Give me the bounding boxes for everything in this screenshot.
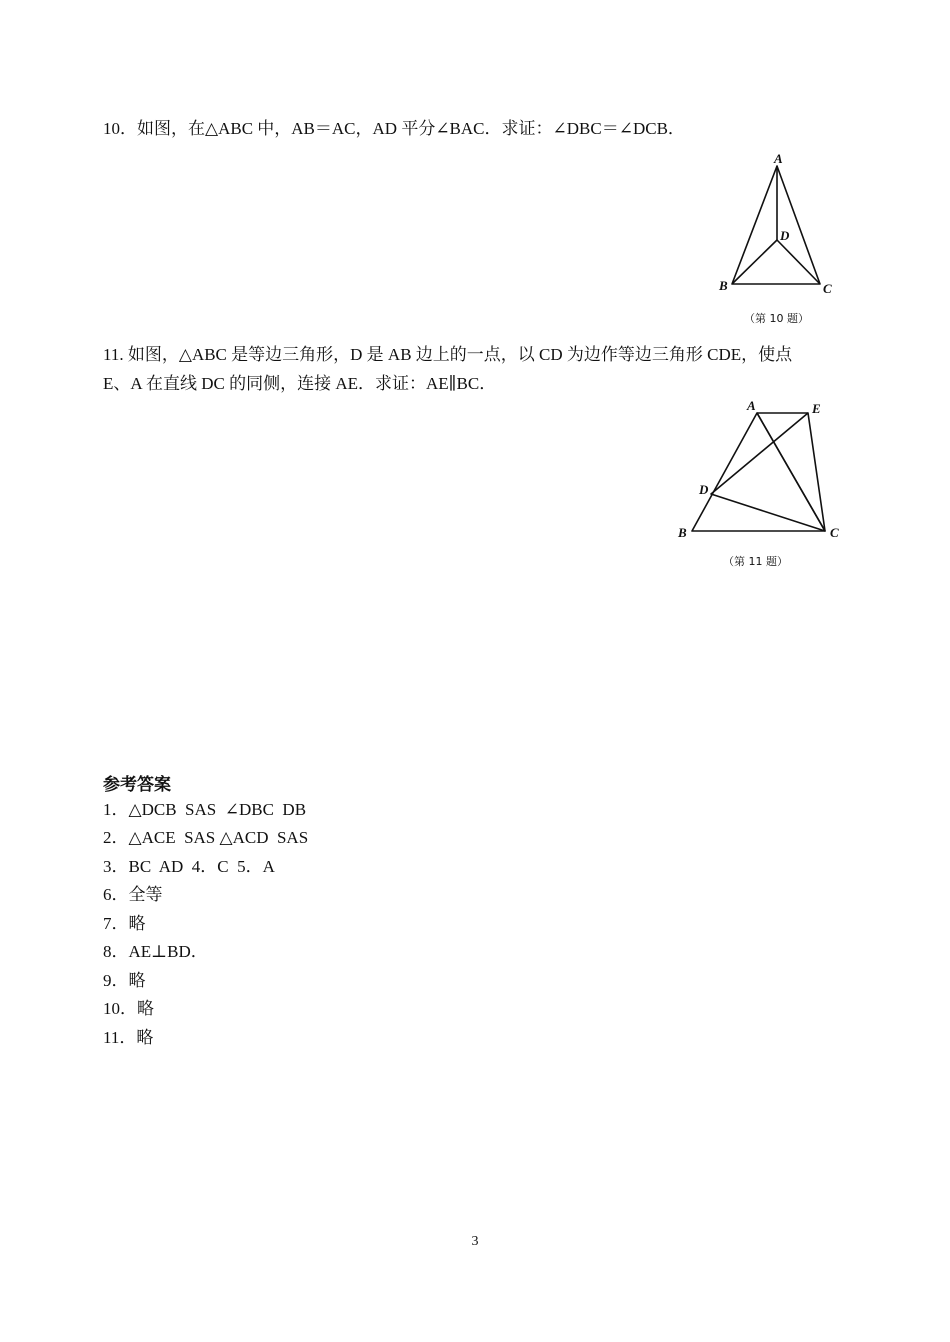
question-10-text: 10．如图，在△ABC 中，AB＝AC，AD 平分∠BAC．求证：∠DBC＝∠DCB． [103,119,685,138]
question-11-text-line2: E、A 在直线 DC 的同侧，连接 AE．求证：AE∥BC． [103,374,497,393]
label-a: A [747,398,756,413]
label-b: B [678,525,687,540]
label-b: B [719,278,728,293]
answer-item: 1．△DCB SAS ∠DBC DB [103,800,307,819]
answer-item: 6．全等 [103,885,163,904]
label-d: D [699,482,709,497]
answer-item: 8．AE⊥BD． [103,942,208,961]
label-a: A [774,151,783,166]
triangle-abc [692,413,825,531]
figure-caption: （第 11 题） [723,555,788,568]
answer-item: 11．略 [103,1028,154,1047]
label-d: D [780,228,790,243]
question-11-text-line1: 11. 如图，△ABC 是等边三角形，D 是 AB 边上的一点，以 CD 为边作等边三角形 CDE，使点 [103,345,793,364]
answer-item: 10．略 [103,999,154,1018]
answer-item: 7．略 [103,914,146,933]
answer-item: 9．略 [103,971,146,990]
label-c: C [823,281,832,296]
label-e: E [812,401,821,416]
answer-item: 3．BC AD 4．C 5．A [103,857,275,876]
segment-ac [757,413,825,531]
answer-item: 2．△ACE SAS △ACD SAS [103,828,309,847]
figure-question-10 [712,148,852,330]
figure-caption: （第 10 题） [744,312,809,325]
answers-title: 参考答案 [103,775,171,795]
segment-cd [777,240,820,284]
page-number: 3 [471,1234,479,1249]
figure-question-11 [668,395,858,575]
label-c: C [830,525,839,540]
triangle-abc [732,166,820,284]
segment-bd [732,240,777,284]
